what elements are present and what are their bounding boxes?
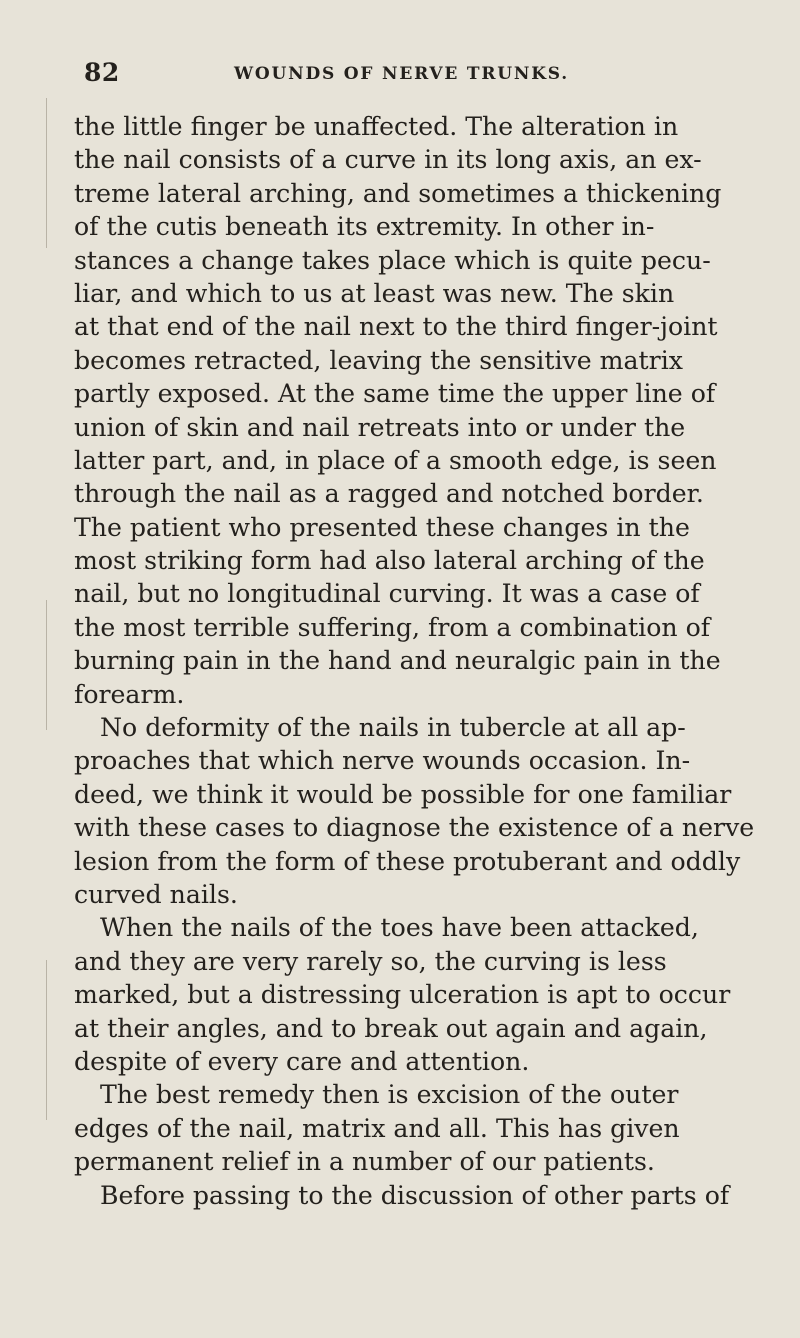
text-line: the most terrible suffering, from a combination of	[74, 612, 711, 642]
text-line: treme lateral arching, and sometimes a thickening	[74, 178, 722, 208]
page-number: 82	[84, 58, 120, 87]
text-line: marked, but a distressing ulceration is apt to occur	[74, 980, 731, 1010]
text-line: stances a change takes place which is quite pecu-	[74, 245, 711, 275]
text-line: despite of every care and attention.	[74, 1046, 530, 1076]
text-line: of the cutis beneath its extremity. In other in-	[74, 212, 655, 242]
text-line: deed, we think it would be possible for one familiar	[74, 779, 732, 809]
text-line: burning pain in the hand and neuralgic pain in the	[74, 646, 721, 676]
text-line: The best remedy then is excision of the outer	[100, 1080, 679, 1110]
text-line: When the nails of the toes have been attacked,	[100, 913, 699, 943]
text-line: forearm.	[74, 679, 185, 709]
text-line: the little finger be unaffected. The alteration in	[74, 112, 679, 141]
body-text	[74, 110, 754, 1212]
text-line: the nail consists of a curve in its long axis, an ex-	[74, 145, 702, 175]
text-line: through the nail as a ragged and notched border.	[74, 479, 704, 509]
text-line: proaches that which nerve wounds occasion. In-	[74, 746, 691, 776]
text-line: The patient who presented these changes in the	[74, 512, 690, 542]
text-line: curved nails.	[74, 879, 238, 909]
running-head: WOUNDS OF NERVE TRUNKS.	[234, 64, 569, 84]
text-line: at their angles, and to break out again and again,	[74, 1013, 708, 1043]
text-line: partly exposed. At the same time the upper line of	[74, 379, 716, 409]
text-line: with these cases to diagnose the existence of a nerve	[74, 813, 755, 843]
text-line: edges of the nail, matrix and all. This has given	[74, 1113, 680, 1143]
page-header	[84, 58, 744, 94]
text-line: latter part, and, in place of a smooth edge, is seen	[74, 445, 717, 475]
text-line: and they are very rarely so, the curving is less	[74, 946, 667, 976]
margin-pencil-mark	[46, 98, 47, 248]
text-line: union of skin and nail retreats into or under the	[74, 412, 686, 442]
text-line: nail, but no longitudinal curving. It was a case of	[74, 579, 700, 609]
text-line: becomes retracted, leaving the sensitive matrix	[74, 345, 683, 375]
text-line: liar, and which to us at least was new. The skin	[74, 278, 675, 308]
text-line: No deformity of the nails in tubercle at all ap-	[100, 713, 686, 743]
text-line: at that end of the nail next to the third finger-joint	[74, 312, 718, 342]
margin-pencil-mark	[46, 960, 47, 1120]
margin-pencil-mark	[46, 600, 47, 730]
text-line: most striking form had also lateral arching of the	[74, 546, 705, 576]
text-line: lesion from the form of these protuberant and oddly	[74, 846, 741, 876]
text-line: Before passing to the discussion of other parts of	[100, 1180, 730, 1210]
text-line: permanent relief in a number of our patients.	[74, 1147, 655, 1177]
